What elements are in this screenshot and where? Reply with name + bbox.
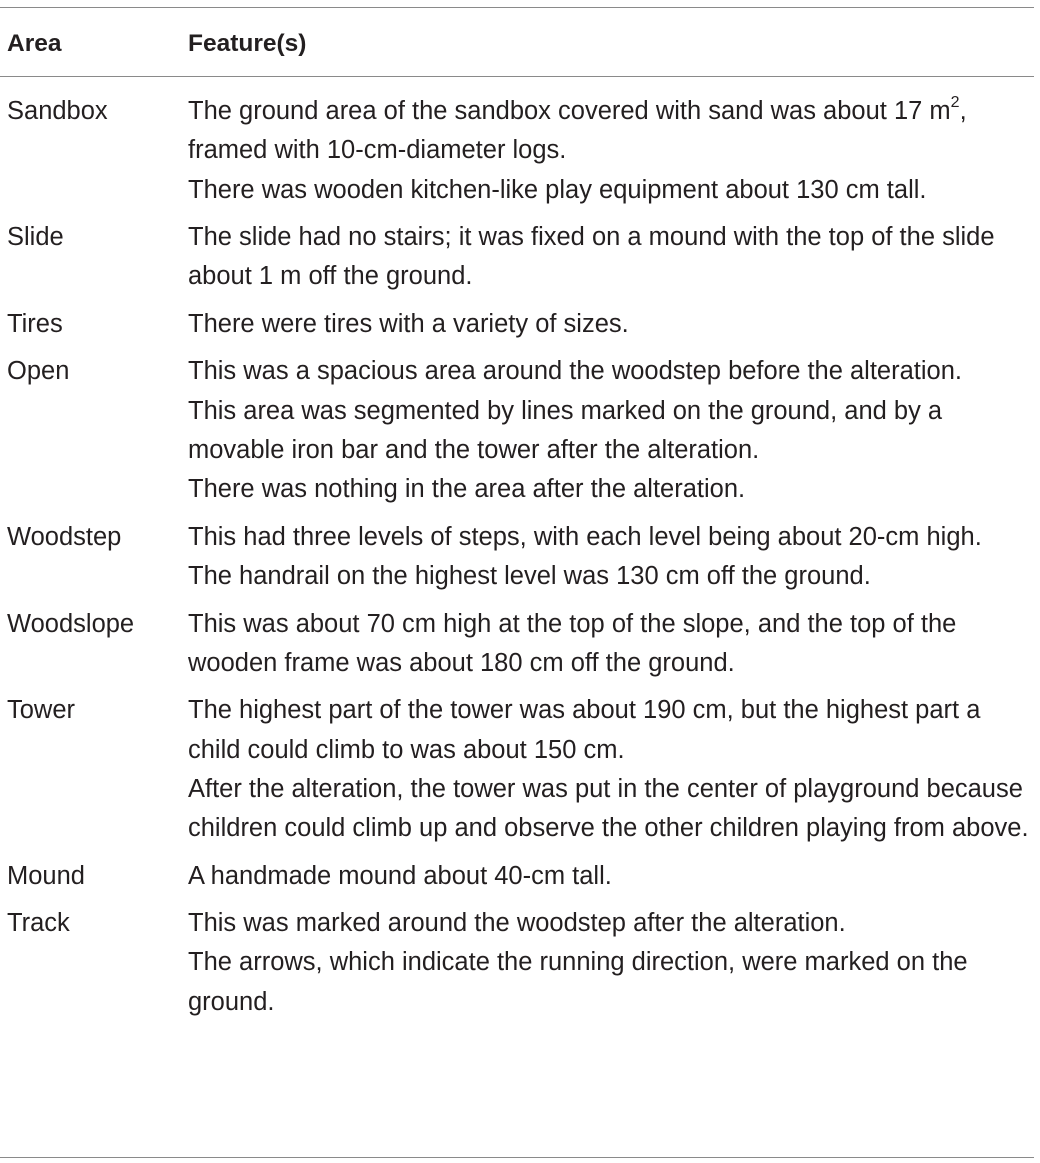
feature-text: This area was segmented by lines marked on the ground, and by a movable iron bar and the tower after the alteration. [188,396,943,464]
features-cell [188,218,1034,297]
features-cell [188,518,1034,597]
feature-text-continued: , framed with 10-cm-diameter logs. [188,97,967,165]
feature-line [188,943,1034,1022]
area-cell: Sandbox [7,97,108,125]
area-cell: Tower [7,696,76,725]
table-bottom-rule [0,1157,1034,1158]
table-row [0,218,1040,297]
feature-line [188,171,1034,210]
feature-text: There was wooden kitchen-like play equipment about 130 cm tall. [188,175,927,204]
feature-text: The slide had no stairs; it was fixed on a mound with the top of the slide about 1 m off the ground. [188,223,995,291]
feature-line [188,470,1034,509]
table-row [0,904,1040,1022]
table-row [0,518,1040,597]
feature-line [188,605,1034,684]
area-cell: Tires [7,309,63,338]
table-header-row [0,24,1040,64]
area-cell: Mound [7,861,85,890]
feature-text: This was about 70 cm high at the top of the slope, and the top of the wooden frame was about 180 cm off the ground. [188,609,957,677]
table-row [0,305,1040,344]
feature-text: This was marked around the woodstep after the alteration. [188,909,846,938]
area-cell: Open [7,357,70,386]
feature-line [188,904,1034,943]
area-cell: Woodstep [7,522,122,551]
superscript: 2 [950,94,960,111]
area-cell: Track [7,909,70,938]
feature-text: The highest part of the tower was about 190 cm, but the highest part a child could climb to was about 150 cm. [188,696,981,764]
table-body [0,92,1040,1030]
feature-line [188,352,1034,391]
table-row [0,92,1040,210]
feature-text: This had three levels of steps, with each level being about 20-cm high. [188,522,982,551]
table-top-rule [0,7,1034,8]
feature-text: The ground area of the sandbox covered with sand was about 17 m [188,97,951,125]
area-cell: Slide [7,223,64,252]
table-row [0,605,1040,684]
feature-line [188,691,1034,770]
feature-text: After the alteration, the tower was put in the center of playground because children could climb up and observe the other children playing from above. [188,774,1029,843]
feature-text: There was nothing in the area after the alteration. [188,475,746,504]
column-header-area: Area [7,30,62,57]
features-cell [188,904,1034,1022]
feature-line [188,92,1034,171]
column-header-features: Feature(s) [188,30,307,57]
area-cell: Woodslope [7,609,135,638]
feature-line [188,305,1034,344]
feature-line [188,218,1034,297]
table-row [0,691,1040,848]
feature-text: The arrows, which indicate the running direction, were marked on the ground. [188,948,968,1016]
table-header-rule [0,76,1034,77]
features-cell [188,305,1034,344]
features-cell [188,352,1034,509]
table-row [0,352,1040,509]
features-cell [188,691,1034,848]
feature-text: This was a spacious area around the woodstep before the alteration. [188,357,962,386]
feature-line [188,857,1034,896]
features-cell [188,92,1034,210]
feature-text: A handmade mound about 40-cm tall. [188,861,612,890]
feature-text: There were tires with a variety of sizes. [188,309,629,338]
table-row [0,857,1040,896]
feature-text: The handrail on the highest level was 130 cm off the ground. [188,562,871,591]
feature-line [188,557,1034,596]
feature-line [188,518,1034,557]
features-cell [188,605,1034,684]
features-cell [188,857,1034,896]
feature-line [188,392,1034,471]
feature-line [188,770,1034,849]
